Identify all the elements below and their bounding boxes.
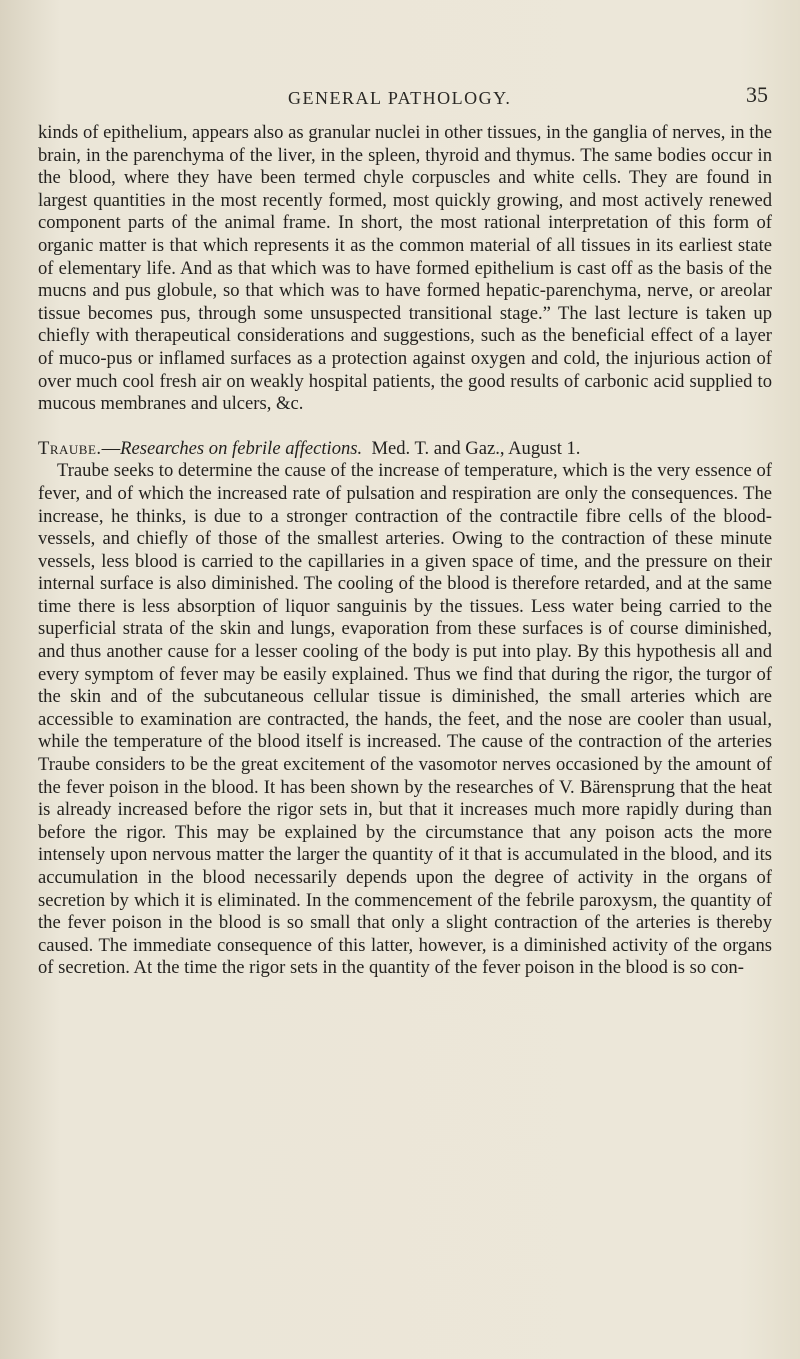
review-body: Traube seeks to determine the cause of the increase of temperature, which is the very essence of fever, and of which the increased rate of pulsation and respiration are only the consequences. The increase, he thinks, is due to a stronger contraction of the contractile fibre cells of the blood-vessels, and chiefly of those of the smallest arteries. Owing to the contraction of these minute vessels, less blood is carried to the capillaries in a given space of time, and the pressure on their internal surface is also diminished. The cooling of the blood is therefore retarded, and at the same time there is less absorption of liquor sanguinis by the tissues. Less water being carried to the superficial strata of the skin and lungs, evaporation from these surfaces is of course diminished, and thus another cause for a lesser cooling of the body is put into play. By this hypothesis all and every symptom of fever may be easily explained. Thus we find that during the rigor, the turgor of the skin and of the subcutaneous cellular tissue is diminished, the small arteries which are accessible to examination are contracted, the hands, the feet, and the nose are cooler than usual, while the temperature of the blood itself is increased. The cause of the contraction of the arteries Traube considers to be the great excitement of the vasomotor nerves occasioned by the amount of the fever poison in the blood. It has been shown by the researches of V. Bärensprung that the heat is already increased before the rigor sets in, but that it increases much more rapidly during than before the rigor. This may be explained by the circumstance that any poison acts the more intensely upon nervous matter the larger the quantity of it that is accumulated in the blood, and its accumulation in the blood necessarily depends upon the degree of activity in the organs of secretion by which it is eliminated. In the commencement of the febrile paroxysm, the quantity of the fever poison in the blood is so small that only a slight contraction of the arteries is thereby caused. The immediate consequence of this latter, however, is a diminished activity of the organs of secretion. At the time the rigor sets in the quantity of the fever poison in the blood is so con-	[38, 460, 772, 979]
paragraph-traube-review: Traube.—Researches on febrile affections. Med. T. and Gaz., August 1. Traube seeks to determine the cause of the increase of temperature, which is the very essence of fever, and of which the increased rate of pulsation and respiration are only the consequences. The increase, he thinks, is due to a stronger contraction of the contractile fibre cells of the blood-vessels, and chiefly of those of the smallest arteries. Owing to the contraction of these minute vessels, less blood is carried to the capillaries in a given space of time, and the pressure on their internal surface is also diminished. The cooling of the blood is therefore retarded, and at the same time there is less absorption of liquor sanguinis by the tissues. Less water being carried to the superficial strata of the skin and lungs, evaporation from these surfaces is of course diminished, and thus another cause for a lesser cooling of the body is put into play. By this hypothesis all and every symptom of fever may be easily explained. Thus we find that during the rigor, the turgor of the skin and of the subcutaneous cellular tissue is diminished, the small arteries which are accessible to examination are contracted, the hands, the feet, and the nose are cooler than usual, while the temperature of the blood itself is increased. The cause of the contraction of the arteries Traube considers to be the great excitement of the vasomotor nerves occasioned by the amount of the fever poison in the blood. It has been shown by the researches of V. Bärensprung that the heat is already increased before the rigor sets in, but that it increases much more rapidly during than before the rigor. This may be explained by the circumstance that any poison acts the more intensely upon nervous matter the larger the quantity of it that is accumulated in the blood, and its accumulation in the blood necessarily depends upon the degree of activity in the organs of secretion by which it is eliminated. In the commencement of the febrile paroxysm, the quantity of the fever poison in the blood is so small that only a slight contraction of the arteries is thereby caused. The immediate consequence of this latter, however, is a diminished activity of the organs of secretion. At the time the rigor sets in the quantity of the fever poison in the blood is so con-	[38, 437, 772, 979]
article-title: Researches on febrile affections.	[120, 437, 363, 459]
citation: Med. T. and Gaz., August 1.	[371, 437, 581, 459]
page-header	[0, 82, 800, 118]
running-head: GENERAL PATHOLOGY.	[288, 88, 512, 108]
paragraph-lecture-summary: kinds of epithelium, appears also as granular nuclei in other tissues, in the ganglia of nerves, in the brain, in the parenchyma of the liver, in the spleen, thyroid and thymus. The same bodies occur in the blood, where they have been termed chyle corpuscles and white cells. They are found in largest quantities in the most recently formed, most quickly growing, and most actively renewed component parts of the animal frame. In short, the most rational interpretation of this form of organic matter is that which represents it as the common material of all tissues in its earliest state of elementary life. And as that which was to have formed epithelium is cast off as the basis of the mucns and pus globule, so that which was to have formed hepatic-parenchyma, nerve, or areolar tissue becomes pus, through some unsuspected transitional stage.” The last lecture is taken up chiefly with therapeutical considerations and suggestions, such as the beneficial effect of a layer of muco-pus or inflamed surfaces as a protection against oxygen and cold, the injurious action of over much cool fresh air on weakly hospital patients, the good results of carbonic acid supplied to mucous membranes and ulcers, &c.	[38, 122, 772, 415]
page-number: 35	[746, 82, 768, 107]
body-text	[38, 122, 772, 980]
author-name: Traube.	[38, 437, 102, 459]
